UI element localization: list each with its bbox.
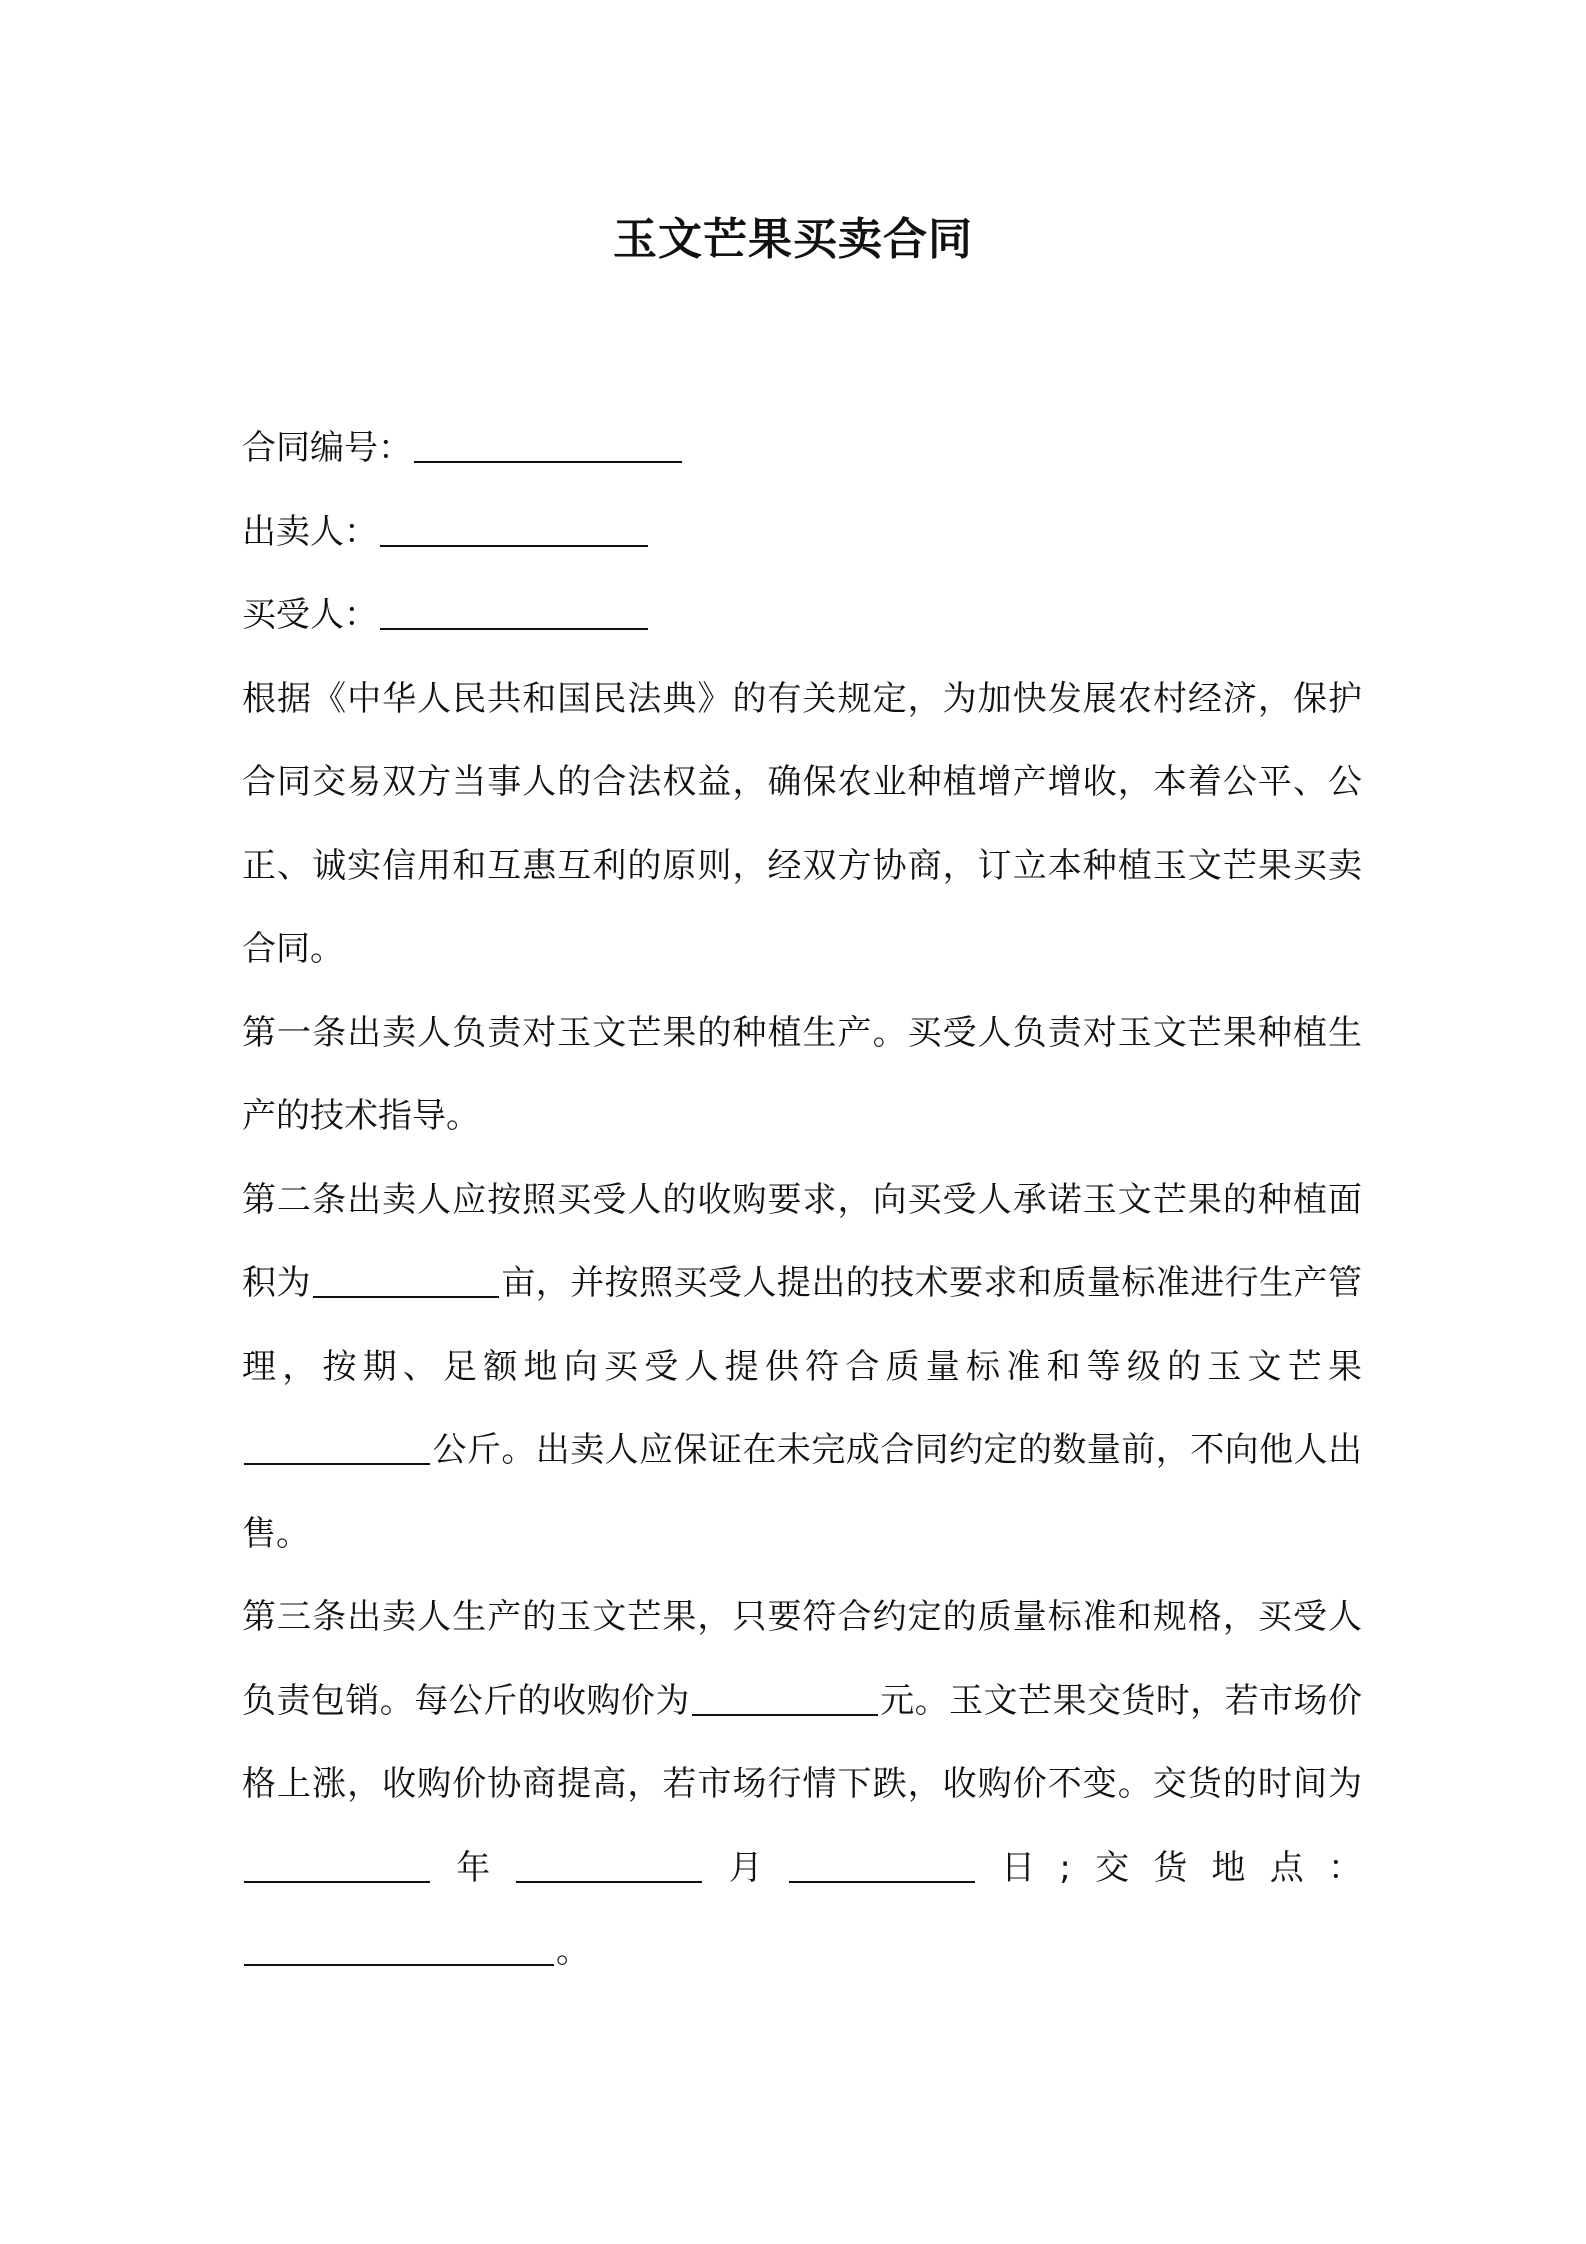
seller-label: 出卖人：: [242, 511, 378, 552]
article-1-paragraph: 第一条出卖人负责对玉文芒果的种植生产。买受人负责对玉文芒果种植生产的技术指导。: [242, 1012, 1362, 1136]
buyer-blank: [380, 592, 648, 630]
seller-line: [242, 491, 1362, 575]
delivery-month-blank: [516, 1845, 702, 1883]
month-label: 月: [704, 1847, 787, 1888]
buyer-label: 买受人：: [242, 595, 378, 635]
article-3-end: 。: [556, 1931, 590, 1971]
article-3-paragraph: [242, 1576, 1362, 1994]
buyer-line: [242, 574, 1362, 658]
contract-number-line: [242, 407, 1362, 491]
article-2-paragraph: [242, 1159, 1362, 1577]
preamble-paragraph: 根据《中华人民共和国民法典》的有关规定，为加快发展农村经济，保护合同交易双方当事人的合法权益，确保农业种植增产增收，本着公平、公正、诚实信用和互惠互利的原则，经双方协商，订立本种植玉文芒果买卖合同。: [242, 678, 1362, 969]
article-2-text-2: 亩，并按照买受人提出的技术要求和质量标准进行生产管理，按期、足额地向买受人提供符合质量标准和等级的玉文芒果: [242, 1263, 1362, 1387]
article-3-text-1: 第三条出卖人生产的玉文芒果，只要符合约定的质量标准和规格，买受人负责包销。每公斤的收购价为: [242, 1597, 1362, 1721]
delivery-year-blank: [244, 1845, 430, 1883]
seller-blank: [380, 509, 648, 547]
contract-number-label: 合同编号：: [242, 428, 412, 468]
year-label: 年: [432, 1847, 515, 1888]
delivery-day-blank: [789, 1845, 975, 1883]
contract-body: [242, 407, 1362, 1994]
delivery-place-blank: [244, 1928, 554, 1966]
price-blank: [692, 1678, 878, 1716]
day-and-place-label: 日;交货地点：: [976, 1847, 1363, 1888]
contract-number-blank: [414, 425, 682, 463]
article-2-text-1: 第二条出卖人应按照买受人的收购要求，向买受人承诺玉文芒果的种植面积为: [242, 1179, 1362, 1303]
quantity-blank: [244, 1427, 430, 1465]
planting-area-blank: [313, 1260, 499, 1298]
document-title: 玉文芒果买卖合同: [613, 214, 973, 265]
article-2-text-3: 公斤。出卖人应保证在未完成合同约定的数量前，不向他人出售。: [242, 1430, 1362, 1554]
article-3-text-2: 元。玉文芒果交货时，若市场价格上涨，收购价协商提高，若市场行情下跌，收购价不变。交货的时间为: [242, 1680, 1363, 1804]
